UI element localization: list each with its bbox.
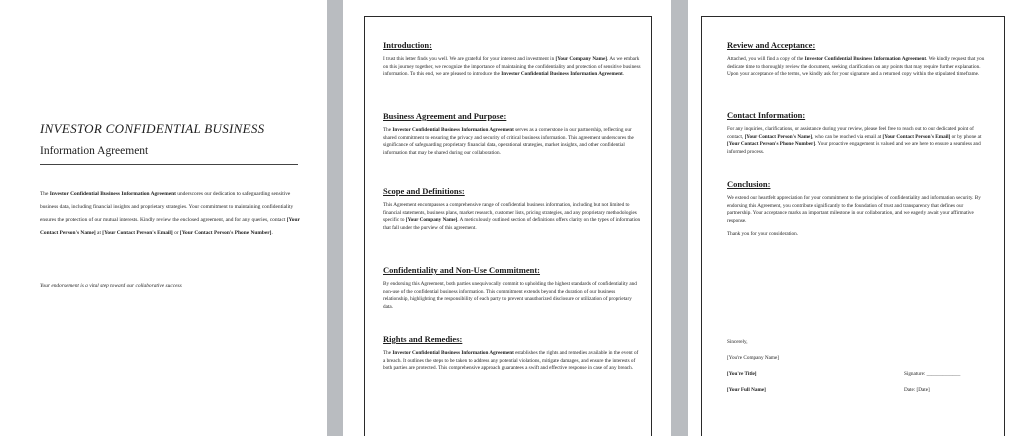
section-text: I trust this letter finds you well. We are grateful for your interest and investment in [Your Company Name]. As we embark on this journey together, we recognize the importance of maintaining the confidentiality and protection of sensitive business information. To this end, we are pleased to introduce the Investor Confidential Business Information Agreement. — [383, 56, 641, 78]
section-heading: Confidentiality and Non-Use Commitment: — [383, 265, 541, 275]
section-scope — [383, 186, 641, 232]
section-text: Attached, you will find a copy of the Investor Confidential Business Information Agreement. We kindly request that you dedicate time to thoroughly review the document, seeking clarification on any points that may require further explanation. Upon your acceptance of the terms, we kindly ask for your signature and a returned copy within the stipulated timeframe. — [727, 56, 985, 78]
section-confidentiality — [383, 265, 641, 311]
page-three — [688, 0, 1024, 436]
section-heading: Rights and Remedies: — [383, 334, 463, 344]
section-text: This Agreement encompasses a comprehensive range of confidential business information, including but not limited to financial statements, business plans, market research, customer lists, pricing strategies, and any proprietary methodologies specific to [Your Company Name]. A meticulously outlined section of definitions offers clarity on the types of information that fall under the purview of this agreement. — [383, 202, 641, 231]
company-placeholder: [You're Company Name] — [727, 355, 779, 361]
section-heading: Review and Acceptance: — [727, 40, 816, 50]
section-heading: Scope and Definitions: — [383, 186, 465, 196]
page-two — [343, 0, 671, 436]
section-rights — [383, 334, 641, 373]
section-heading: Introduction: — [383, 40, 432, 50]
cover-page — [0, 0, 327, 436]
section-text: We extend our heartfelt appreciation for your commitment to the principles of confidentiality and information security. By endorsing this Agreement, you contribute significantly to the foundation of trust and transparency that defines our partnership. Your acceptance marks an important milestone in our collaboration, and we eagerly await your affirmative response. — [727, 195, 981, 224]
section-text: For any inquiries, clarifications, or assistance during your review, please feel free to reach out to our dedicated point of contact, [Your Contact Person's Name], who can be reached via email at [Your Contact Person's Email] or by phone at [Your Contact Person's Phone Number]. Your proactive engagement is valued and we are here to ensure a seamless and informed process. — [727, 126, 982, 155]
section-heading: Business Agreement and Purpose: — [383, 111, 507, 121]
section-contact — [727, 110, 989, 156]
section-text: By endorsing this Agreement, both parties unequivocally commit to upholding the highest standards of confidentiality and non-use of the confidential business information. This commitment extends beyond the duration of our business relationship, highlighting the responsibility of each party to prevent unauthorized disclosure or utilization of proprietary data. — [383, 281, 637, 310]
section-text: The Investor Confidential Business Information Agreement establishes the rights and remedies available in the event of a breach. It outlines the steps to be taken to address any potential violations, mitigate damages, and ensure the interests of both parties are protected. This comprehensive approach guarantees a swift and effective response in case of any breach. — [383, 350, 639, 372]
cover-body: The Investor Confidential Business Information Agreement underscores our dedication to safeguarding sensitive business data, including financial insights and proprietary strategies. Your commitment to maintaining confidentiality ensures the protection of our mutual interests. Kindly review the enclosed agreement, and for any queries, contact [Your Contact Person's Name] at [Your Contact Person's Email] or [Your Contact Person's Phone Number]. — [40, 191, 300, 237]
section-text-thanks: Thank you for your consideration. — [727, 231, 799, 238]
sincerely-text: Sincerely, — [727, 339, 748, 345]
cover-subtitle: Information Agreement — [40, 145, 149, 157]
cover-divider — [40, 164, 298, 165]
section-heading: Contact Information: — [727, 110, 806, 120]
section-review — [727, 40, 989, 79]
section-purpose — [383, 111, 641, 157]
section-text: The Investor Confidential Business Information Agreement serves as a cornerstone in our partnership, reflecting our shared commitment to ensuring the privacy and security of critical business information. This agreement underscores the significance of safeguarding proprietary financial data, operational strategies, market insights, and other confidential information that may be shared during our collaboration. — [383, 127, 634, 156]
section-conclusion — [727, 179, 989, 239]
section-introduction — [383, 40, 641, 79]
signature-line: Signature: _____________ — [904, 371, 961, 377]
title-placeholder: [You're Title] — [727, 371, 757, 377]
cover-title: INVESTOR CONFIDENTIAL BUSINESS — [40, 121, 265, 136]
full-name-placeholder: [Your Full Name] — [727, 387, 766, 393]
date-line: Date: [Date] — [904, 387, 930, 393]
cover-endorsement: Your endorsement is a vital step toward our collaborative success — [40, 283, 182, 290]
section-heading: Conclusion: — [727, 179, 771, 189]
